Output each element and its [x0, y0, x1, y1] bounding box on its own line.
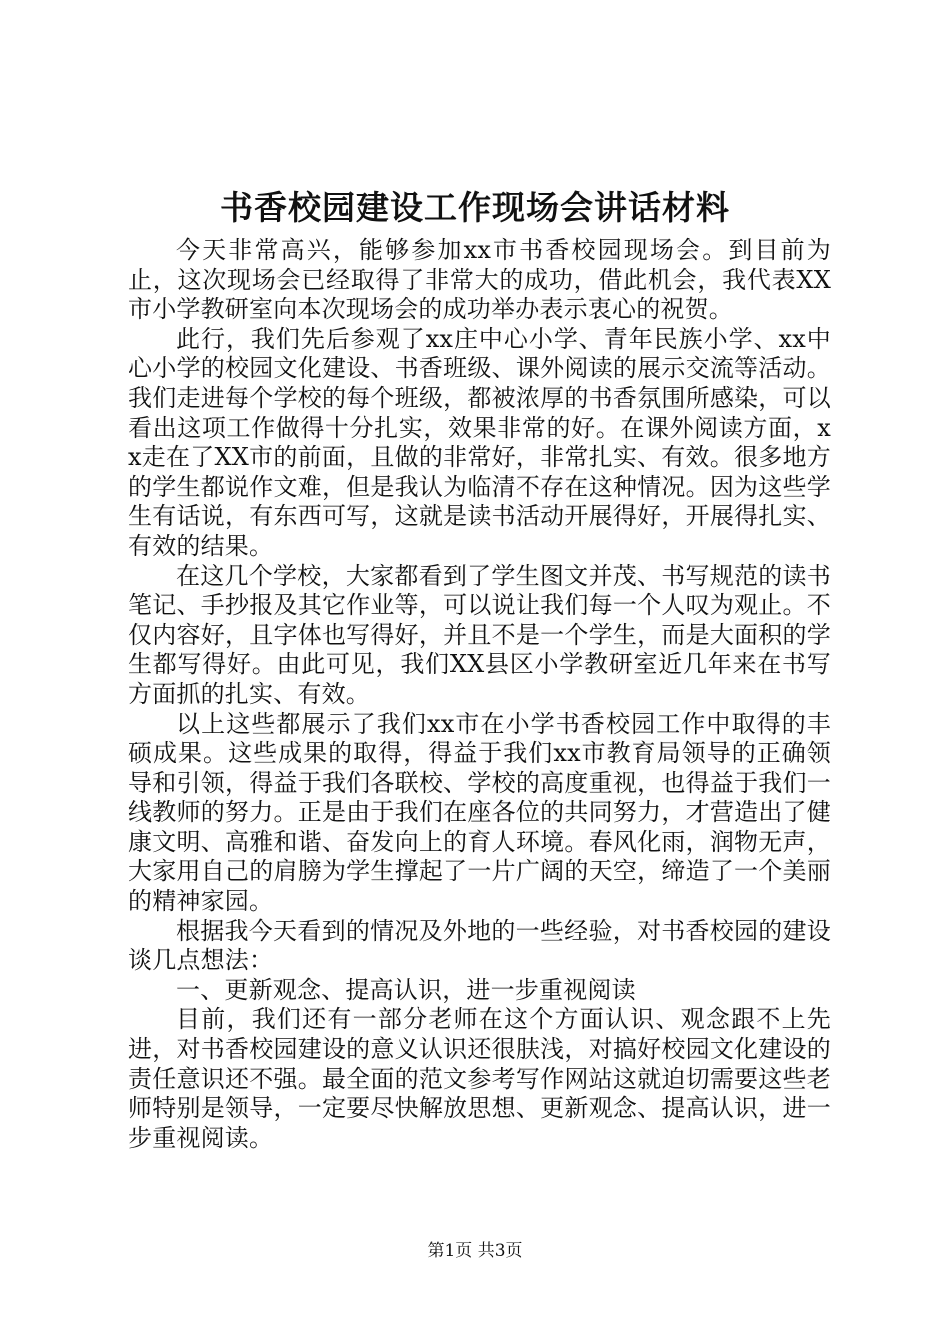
paragraph-visit: 此行，我们先后参观了xx庄中心小学、青年民族小学、xx中心小学的校园文化建设、书香班级、课外阅读的展示交流等活动。我们走进每个学校的每个班级，都被浓厚的书香氛围所感染，可以看出这项工作做得十分扎实，效果非常的好。在课外阅读方面，xx走在了XX市的前面，且做的非常好，非常扎实、有效。很多地方的学生都说作文难，但是我认为临清不存在这种情况。因为这些学生有话说，有东西可写，这就是读书活动开展得好，开展得扎实、有效的结果。 — [128, 324, 831, 560]
paragraph-schools: 在这几个学校，大家都看到了学生图文并茂、书写规范的读书笔记、手抄报及其它作业等，可以说让我们每一个人叹为观止。不仅内容好，且字体也写得好，并且不是一个学生，而是大面积的学生都写得好。由此可见，我们XX县区小学教研室近几年来在书写方面抓的扎实、有效。 — [128, 561, 831, 708]
document-title: 书香校园建设工作现场会讲话材料 — [220, 188, 730, 227]
paragraph-achievements: 以上这些都展示了我们xx市在小学书香校园工作中取得的丰硕成果。这些成果的取得，得益于我们xx市教育局领导的正确领导和引领，得益于我们各联校、学校的高度重视，也得益于我们一线教师的努力。正是由于我们在座各位的共同努力，才营造出了健康文明、高雅和谐、奋发向上的育人环境。春风化雨，润物无声，大家用自己的肩膀为学生撑起了一片广阔的天空，缔造了一个美丽的精神家园。 — [128, 709, 831, 916]
paragraph-opening: 今天非常高兴，能够参加xx市书香校园现场会。到目前为止，这次现场会已经取得了非常大的成功，借此机会，我代表XX市小学教研室向本次现场会的成功举办表示衷心的祝贺。 — [128, 236, 831, 324]
section-heading: 一、更新观念、提高认识，进一步重视阅读 — [176, 975, 636, 1004]
paragraph-current-situation: 目前，我们还有一部分老师在这个方面认识、观念跟不上先进，对书香校园建设的意义认识还很肤浅，对搞好校园文化建设的责任意识还不强。最全面的范文参考写作网站这就迫切需要这些老师特别是领导，一定要尽快解放思想、更新观念、提高认识，进一步重视阅读。 — [128, 1005, 831, 1152]
document-body — [128, 236, 831, 1153]
paragraph-suggestions-intro: 根据我今天看到的情况及外地的一些经验，对书香校园的建设谈几点想法： — [128, 916, 831, 975]
page-number-footer: 第1页 共3页 — [427, 1241, 523, 1261]
